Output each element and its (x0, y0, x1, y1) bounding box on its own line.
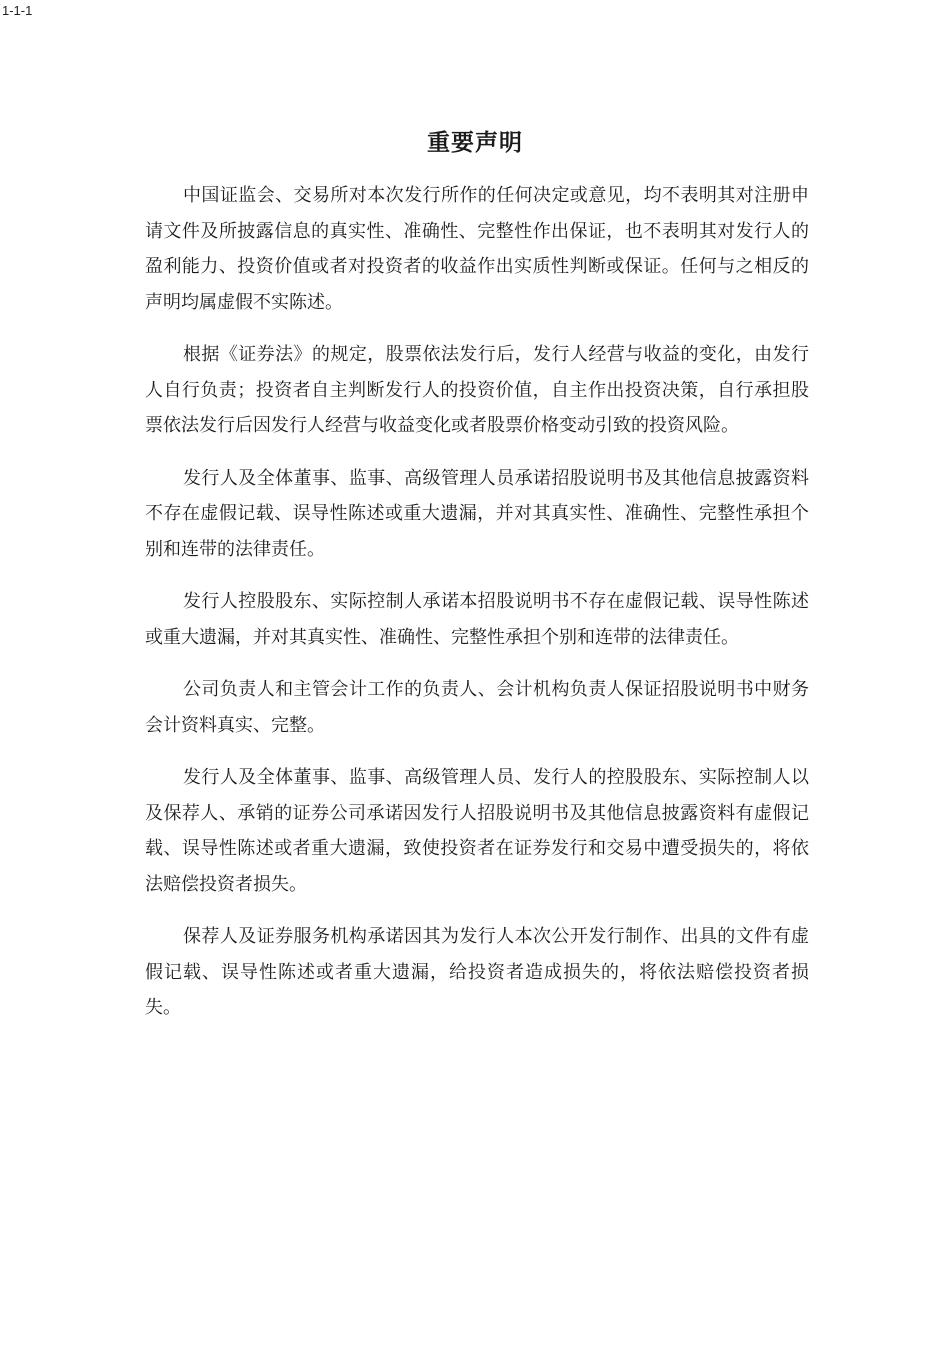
page-title: 重要声明 (427, 130, 523, 156)
paragraph-accounting-guarantee: 公司负责人和主管会计工作的负责人、会计机构负责人保证招股说明书中财务会计资料真实、完整。 (145, 679, 809, 736)
paragraph-sponsor-commitment: 保荐人及证券服务机构承诺因其为发行人本次公开发行制作、出具的文件有虚假记载、误导性陈述或者重大遗漏，给投资者造成损失的，将依法赔偿投资者损失。 (145, 926, 809, 1018)
document-body (145, 178, 809, 1043)
paragraph-csrc-disclaimer: 中国证监会、交易所对本次发行所作的任何决定或意见，均不表明其对注册申请文件及所披露信息的真实性、准确性、完整性作出保证，也不表明其对发行人的盈利能力、投资价值或者对投资者的收益作出实质性判断或保证。任何与之相反的声明均属虚假不实陈述。 (145, 185, 809, 313)
paragraph-compensation-commitment: 发行人及全体董事、监事、高级管理人员、发行人的控股股东、实际控制人以及保荐人、承销的证券公司承诺因发行人招股说明书及其他信息披露资料有虚假记载、误导性陈述或者重大遗漏，致使投资者在证券发行和交易中遭受损失的，将依法赔偿投资者损失。 (145, 767, 809, 895)
page-number: 1-1-1 (2, 3, 33, 18)
paragraph-directors-commitment: 发行人及全体董事、监事、高级管理人员承诺招股说明书及其他信息披露资料不存在虚假记载、误导性陈述或重大遗漏，并对其真实性、准确性、完整性承担个别和连带的法律责任。 (145, 467, 809, 560)
paragraph-controlling-shareholder-commitment: 发行人控股股东、实际控制人承诺本招股说明书不存在虚假记载、误导性陈述或重大遗漏，并对其真实性、准确性、完整性承担个别和连带的法律责任。 (145, 591, 809, 648)
paragraph-securities-law: 根据《证券法》的规定，股票依法发行后，发行人经营与收益的变化，由发行人自行负责；投资者自主判断发行人的投资价值，自主作出投资决策，自行承担股票依法发行后因发行人经营与收益变化或者股票价格变动引致的投资风险。 (145, 344, 809, 436)
